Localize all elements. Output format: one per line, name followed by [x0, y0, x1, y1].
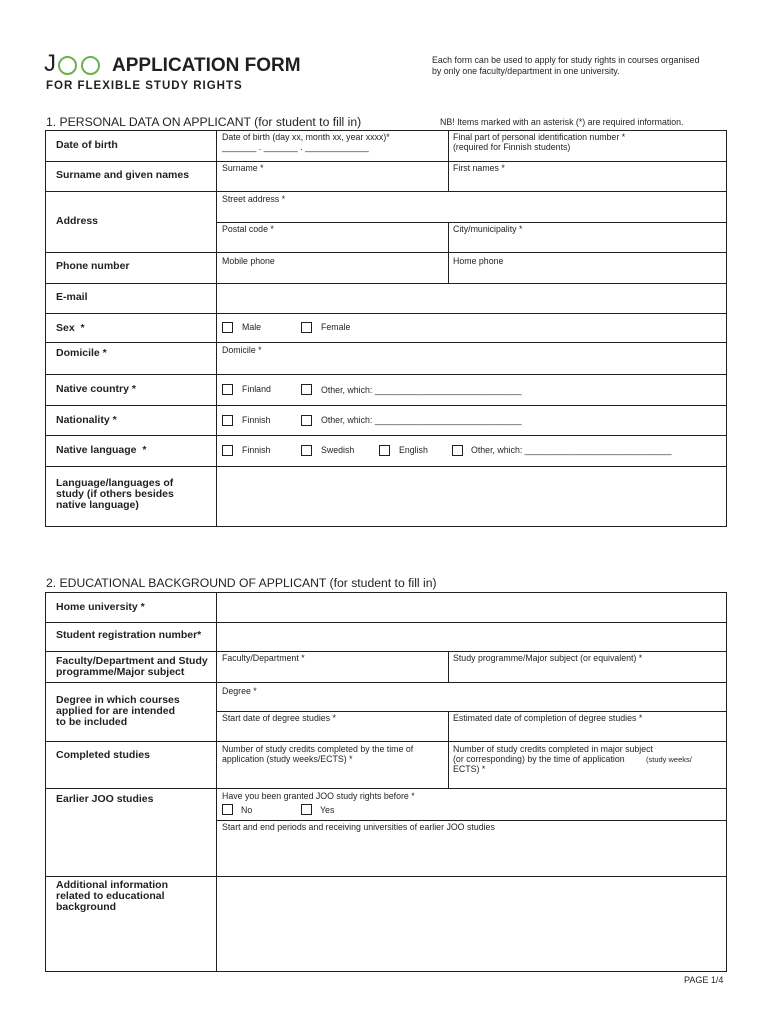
label-additional-info: Additional information related to educational background — [56, 879, 168, 913]
option-english: English — [399, 445, 428, 455]
label-faculty-programme: Faculty/Department and Study programme/Major subject — [56, 655, 208, 678]
row-divider — [45, 342, 727, 343]
column-divider — [448, 161, 449, 191]
education-table — [45, 592, 727, 972]
option-other-language[interactable]: Other, which: ______________________________ — [471, 445, 672, 455]
column-divider — [448, 252, 449, 283]
column-divider — [216, 592, 217, 972]
field-first-names[interactable]: First names * — [453, 163, 505, 173]
field-estimated-completion[interactable]: Estimated date of completion of degree studies * — [453, 713, 643, 723]
field-postal-code[interactable]: Postal code * — [222, 224, 274, 234]
field-domicile[interactable]: Domicile * — [222, 345, 262, 355]
personal-data-table — [45, 130, 727, 527]
row-divider — [45, 651, 727, 652]
option-male: Male — [242, 322, 262, 332]
row-divider — [45, 283, 727, 284]
label-native-language: Native language * — [56, 444, 147, 456]
row-divider — [45, 741, 727, 742]
checkbox-yes[interactable] — [301, 804, 312, 815]
option-swedish: Swedish — [321, 445, 355, 455]
required-note: NB! Items marked with an asterisk (*) are required information. — [440, 117, 684, 127]
row-divider — [45, 622, 727, 623]
label-native-country: Native country * — [56, 383, 136, 395]
label-earlier-joo: Earlier JOO studies — [56, 793, 154, 805]
checkbox-other-nationality[interactable] — [301, 415, 312, 426]
row-divider — [45, 435, 727, 436]
checkbox-male[interactable] — [222, 322, 233, 333]
field-credits-major-unit: (study weeks/ — [646, 755, 692, 764]
label-completed-studies: Completed studies — [56, 749, 150, 761]
field-home-phone[interactable]: Home phone — [453, 256, 504, 266]
column-divider — [448, 711, 449, 788]
option-female: Female — [321, 322, 351, 332]
field-study-programme[interactable]: Study programme/Major subject (or equivalent) * — [453, 653, 643, 663]
checkbox-other-country[interactable] — [301, 384, 312, 395]
row-divider — [45, 191, 727, 192]
label-sex: Sex * — [56, 322, 85, 334]
field-faculty-department[interactable]: Faculty/Department * — [222, 653, 305, 663]
section-2-heading: 2. EDUCATIONAL BACKGROUND OF APPLICANT (for student to fill in) — [46, 576, 437, 590]
field-degree[interactable]: Degree * — [222, 686, 257, 696]
row-divider — [45, 252, 727, 253]
column-divider — [448, 651, 449, 682]
field-earlier-periods[interactable]: Start and end periods and receiving universities of earlier JOO studies — [222, 822, 495, 832]
column-divider — [216, 130, 217, 527]
row-divider — [45, 466, 727, 467]
label-registration-number: Student registration number* — [56, 629, 202, 641]
row-divider — [216, 820, 727, 821]
option-yes: Yes — [320, 805, 335, 815]
row-divider — [45, 405, 727, 406]
checkbox-no[interactable] — [222, 804, 233, 815]
field-start-date[interactable]: Start date of degree studies * — [222, 713, 336, 723]
field-street-address[interactable]: Street address * — [222, 194, 286, 204]
field-credits-total[interactable]: Number of study credits completed by the time of application (study weeks/ECTS) * — [222, 744, 414, 764]
label-date-of-birth: Date of birth — [56, 139, 118, 151]
option-other-nationality[interactable]: Other, which: ______________________________ — [321, 415, 522, 425]
row-divider — [216, 711, 727, 712]
label-home-university: Home university * — [56, 601, 145, 613]
row-divider — [45, 313, 727, 314]
row-divider — [45, 682, 727, 683]
field-personal-id[interactable]: Final part of personal identification number * (required for Finnish students) — [453, 132, 626, 152]
option-finnish-language: Finnish — [242, 445, 271, 455]
checkbox-finnish-language[interactable] — [222, 445, 233, 456]
intro-text: Each form can be used to apply for study rights in courses organised by only one faculty/department in one university. — [432, 55, 700, 76]
label-address: Address — [56, 215, 99, 227]
label-phone-number: Phone number — [56, 260, 130, 272]
row-divider — [45, 161, 727, 162]
checkbox-other-language[interactable] — [452, 445, 463, 456]
option-finnish-nationality: Finnish — [242, 415, 271, 425]
field-joo-before: Have you been granted JOO study rights before * — [222, 791, 415, 801]
row-divider — [216, 222, 727, 223]
field-date-of-birth[interactable]: Date of birth (day xx, month xx, year xxxx)* _______ . _______ . _____________ — [222, 132, 390, 152]
logo-letter: J — [44, 50, 56, 77]
page-number: PAGE 1/4 — [684, 975, 724, 985]
page-title: APPLICATION FORM — [112, 55, 301, 76]
option-other-country[interactable]: Other, which: ______________________________ — [321, 385, 522, 395]
column-divider — [448, 130, 449, 161]
field-credits-major-ects: ECTS) * — [453, 764, 486, 774]
checkbox-female[interactable] — [301, 322, 312, 333]
checkbox-finland[interactable] — [222, 384, 233, 395]
section-1-heading: 1. PERSONAL DATA ON APPLICANT (for student to fill in) — [46, 115, 362, 129]
row-divider — [45, 788, 727, 789]
checkbox-english[interactable] — [379, 445, 390, 456]
field-surname[interactable]: Surname * — [222, 163, 264, 173]
label-domicile: Domicile * — [56, 347, 107, 359]
checkbox-swedish[interactable] — [301, 445, 312, 456]
label-surname-given-names: Surname and given names — [56, 169, 190, 181]
field-mobile-phone[interactable]: Mobile phone — [222, 256, 275, 266]
label-study-languages: Language/languages of study (if others besides native language) — [56, 477, 174, 511]
label-email: E-mail — [56, 291, 88, 303]
column-divider — [448, 222, 449, 252]
row-divider — [45, 374, 727, 375]
checkbox-finnish-nationality[interactable] — [222, 415, 233, 426]
label-degree: Degree in which courses applied for are intended to be included — [56, 694, 180, 728]
field-credits-major[interactable]: Number of study credits completed in major subject (or corresponding) by the time of application — [453, 744, 653, 764]
row-divider — [45, 876, 727, 877]
logo-circle-icon — [81, 56, 100, 75]
option-no: No — [241, 805, 253, 815]
logo-circle-icon — [58, 56, 77, 75]
field-city[interactable]: City/municipality * — [453, 224, 523, 234]
page-subtitle: FOR FLEXIBLE STUDY RIGHTS — [46, 80, 243, 92]
label-nationality: Nationality * — [56, 414, 117, 426]
option-finland: Finland — [242, 384, 271, 394]
